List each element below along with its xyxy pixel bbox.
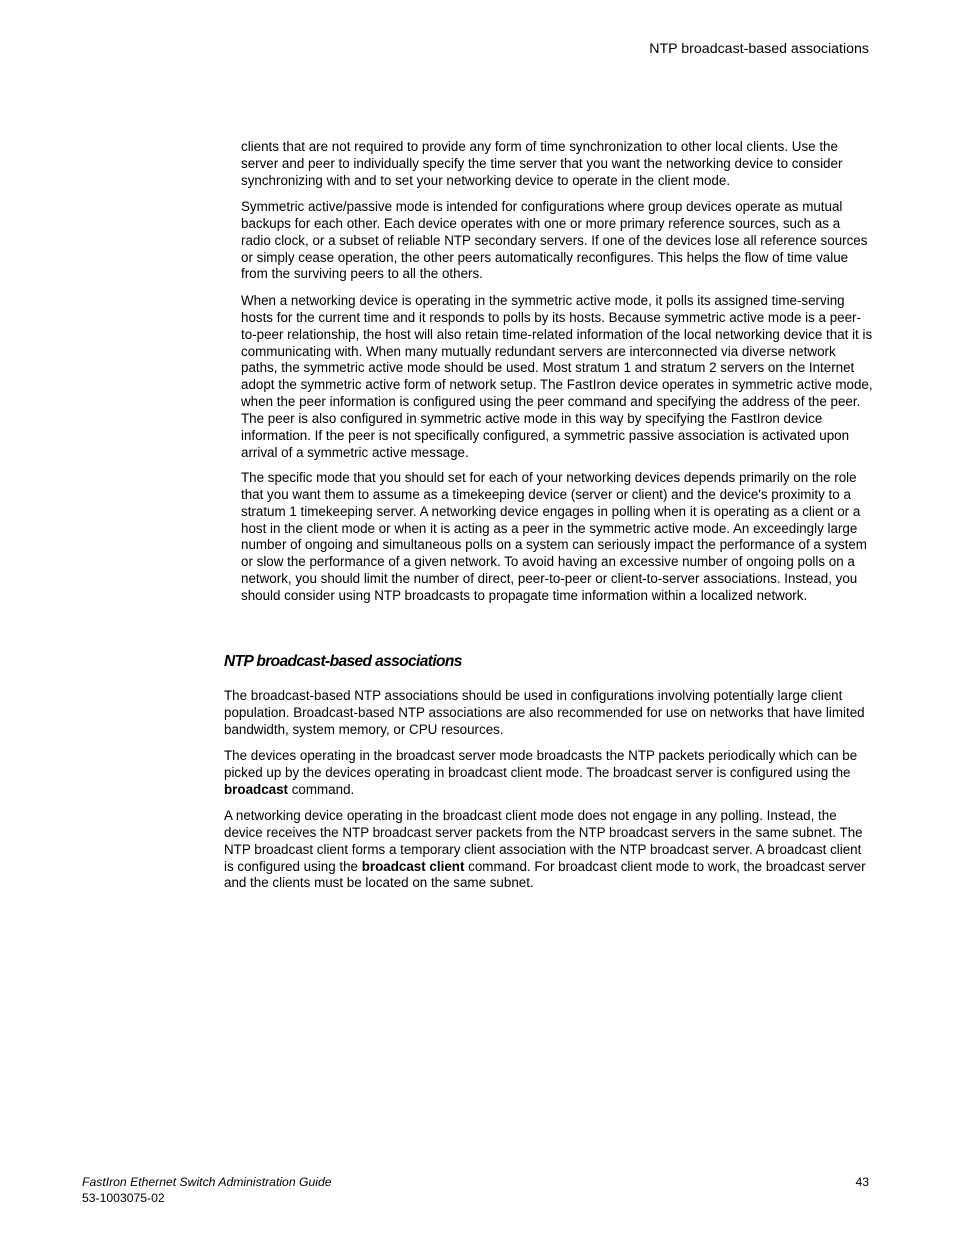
footer-doc-number: 53-1003075-02 [82,1190,165,1205]
command-broadcast: broadcast [224,781,288,797]
paragraph-text: The devices operating in the broadcast server mode broadcasts the NTP packets periodically which can be picked up by the devices operating in broadcast client mode. The broadcast server is configured using the [224,748,858,780]
paragraph-text: A networking device operating in the broadcast client mode does not engage in any polling. Instead, the device receives the NTP broadcast server packets from the NTP broadcast servers in the same subnet. The NTP broadcast client forms a temporary client association with the NTP broadcast server. A broadcast client is configured using the [224,808,863,874]
paragraph-broadcast-client [224,808,873,892]
footer-page-number: 43 [855,1175,869,1189]
paragraph-broadcast-intro: The broadcast-based NTP associations should be used in configurations involving potentially large client population. Broadcast-based NTP associations are also recommended for use on networks that have limited bandwidth, system memory, or CPU resources. [224,688,865,737]
command-broadcast-client: broadcast client [361,858,465,874]
paragraph-symmetric-mode-intro: Symmetric active/passive mode is intended for configurations where group devices operate as mutual backups for each other. Each device operates with one or more primary reference sources, such as a radio clock, or a subset of reliable NTP secondary servers. If one of the devices lose all reference sources or simply cease operation, the other peers automatically reconfigures. This helps the flow of time value from the surviving peers to all the others. [241,199,868,282]
paragraph-mode-selection: The specific mode that you should set for each of your networking devices depends primarily on the role that you want them to assume as a timekeeping device (server or client) and the device's proximity to a stratum 1 timekeeping server. A networking device engages in polling when it is operating as a client or a host in the client mode or when it is acting as a peer in the symmetric active mode. An exceedingly large number of ongoing and simultaneous polls on a system can seriously impact the performance of a system or slow the performance of a given network. To avoid having an excessive number of ongoing polls on a network, you should limit the number of direct, peer-to-peer or client-to-server associations. Instead, you should consider using NTP broadcasts to propagate time information within a localized network. [241,470,867,603]
paragraph-broadcast-server [224,748,873,799]
paragraph-client-mode: clients that are not required to provide any form of time synchronization to other local clients. Use the server and peer to individually specify the time server that you want the networking device to consider synchronizing with and to set your networking device to operate in the client mode. [241,139,843,188]
paragraph-text: command. For broadcast client mode to work, the broadcast server and the clients must be located on the same subnet. [224,858,866,891]
paragraph-symmetric-active-mode: When a networking device is operating in the symmetric active mode, it polls its assigned time-serving hosts for the current time and it responds to polls by its hosts. Because symmetric active mode is a peer-to-peer relationship, the host will also retain time-related information of the local networking device that it is communicating with. When many mutually redundant servers are interconnected via diverse network paths, the symmetric active mode should be used. Most stratum 1 and stratum 2 servers on the Internet adopt the symmetric active form of network setup. The FastIron device operates in symmetric active mode, when the peer information is configured using the peer command and specifying the address of the peer. The peer is also configured in symmetric active mode in this way by specifying the FastIron device information. If the peer is not specifically configured, a symmetric passive association is activated upon arrival of a symmetric active message. [241,293,873,460]
footer-doc-title: FastIron Ethernet Switch Administration Guide [82,1175,332,1189]
section-heading: NTP broadcast-based associations [224,653,462,670]
running-header-title: NTP broadcast-based associations [649,41,869,57]
paragraph-text: command. [288,781,355,797]
footer-doc-info [82,1175,332,1206]
